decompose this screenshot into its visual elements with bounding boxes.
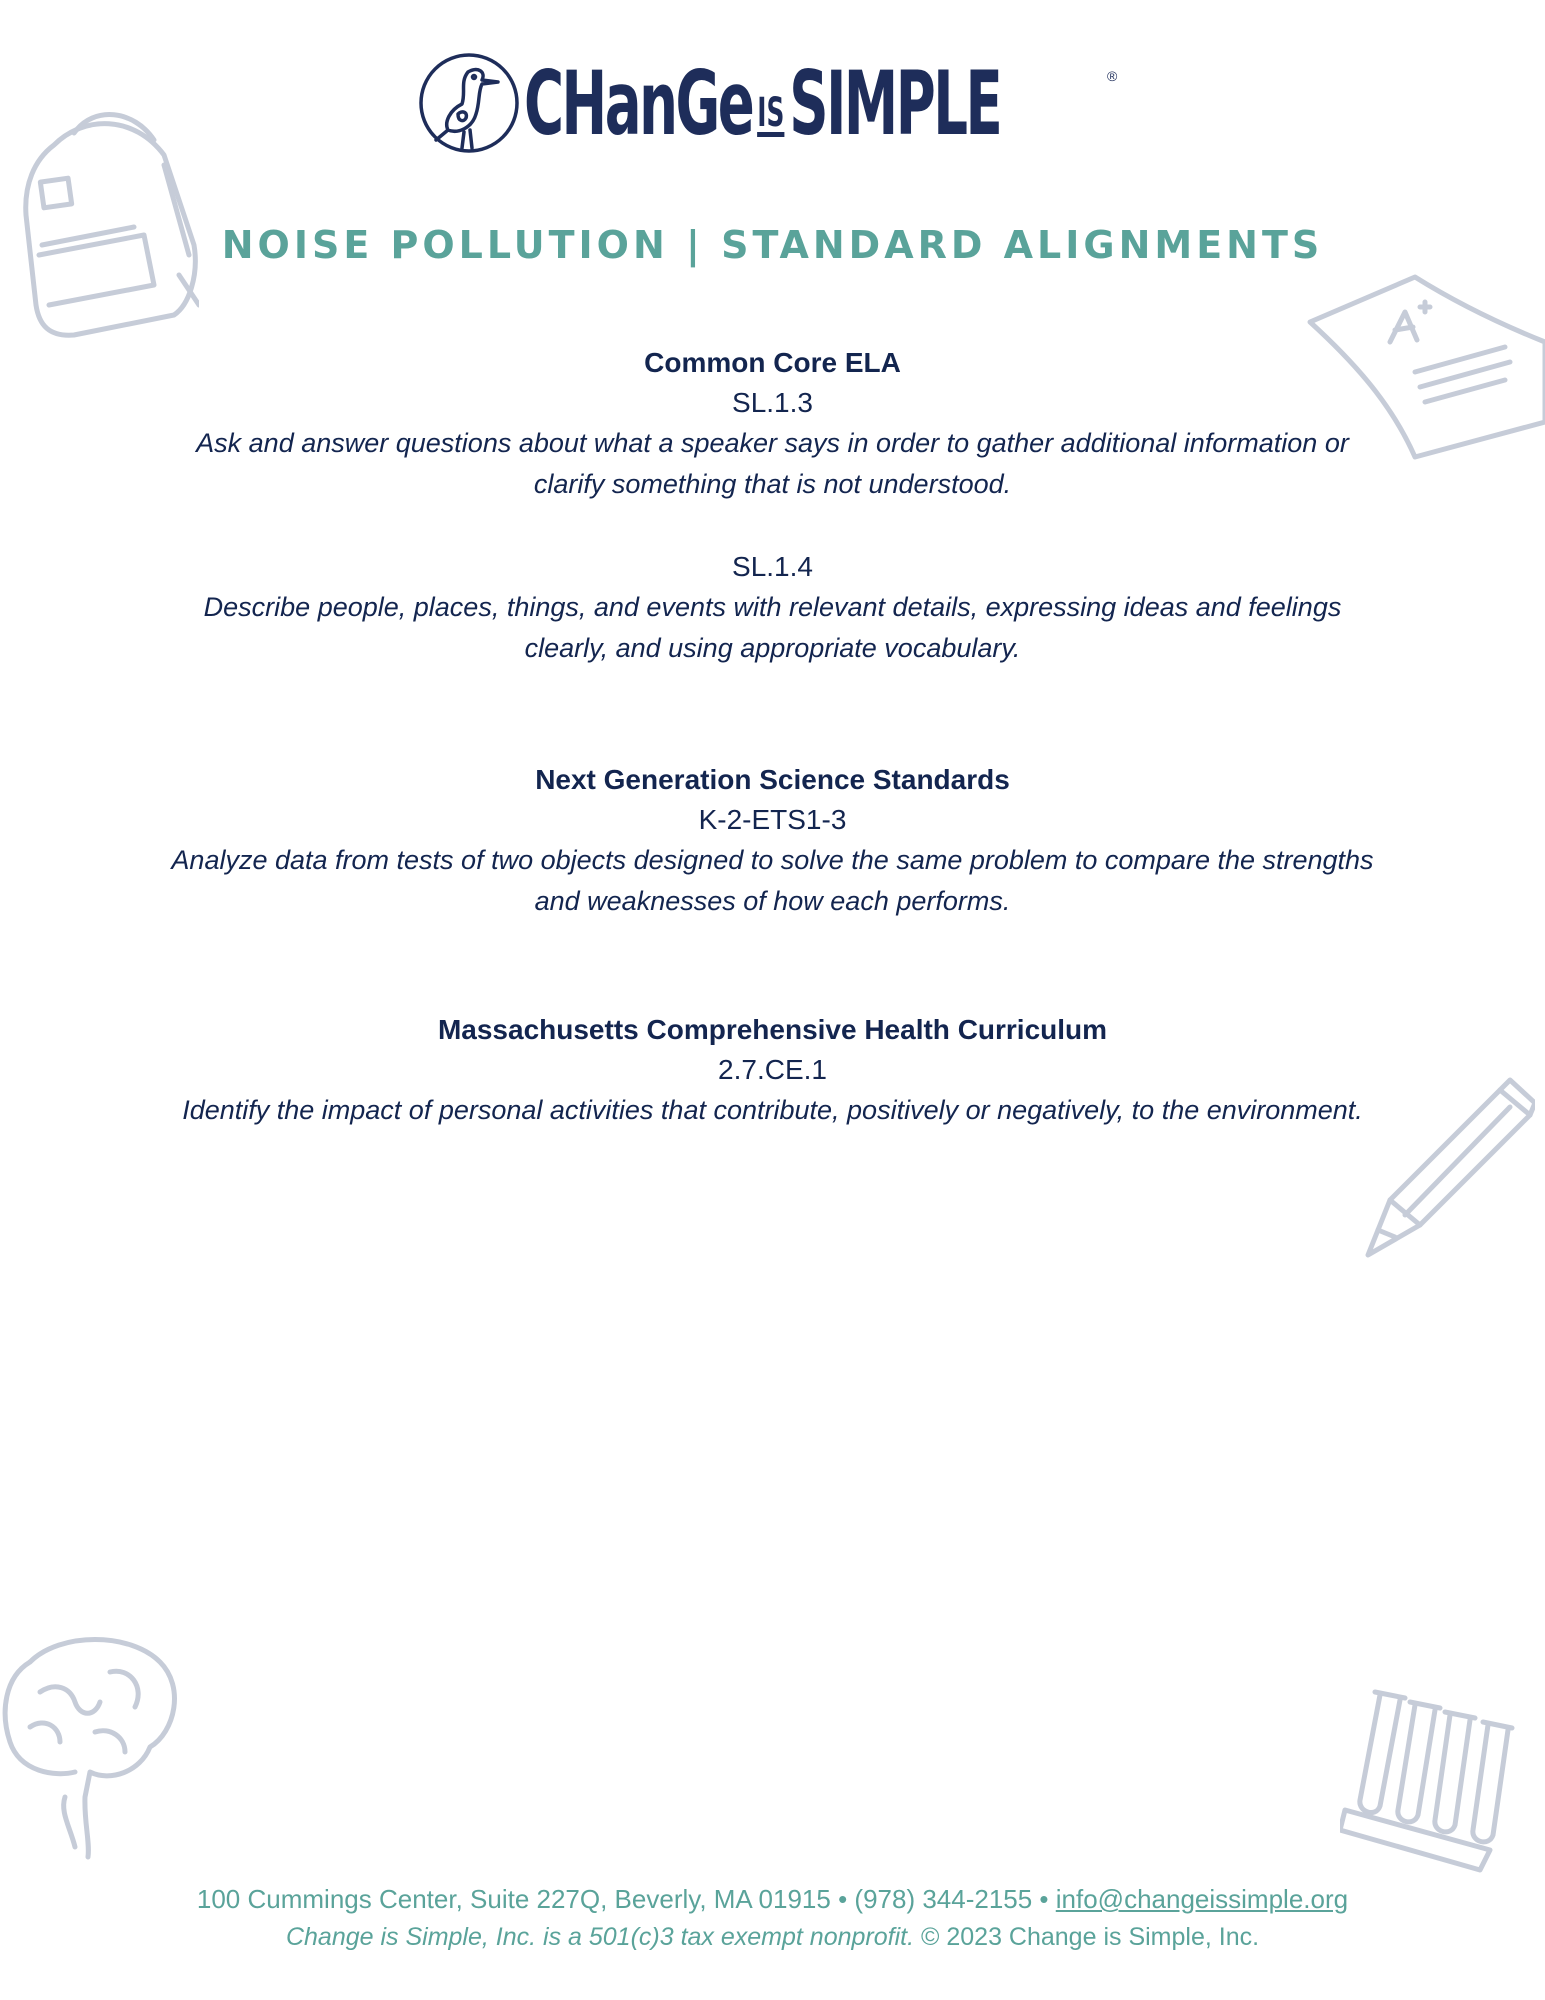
section-mass-health bbox=[160, 1010, 1385, 1131]
standard-description: Ask and answer questions about what a speaker says in order to gather additional information or clarify something that is not understood. bbox=[196, 428, 1349, 499]
brain-icon bbox=[0, 1632, 180, 1862]
section-common-core bbox=[160, 343, 1385, 669]
test-tubes-icon bbox=[1340, 1680, 1530, 1875]
standard-description: Identify the impact of personal activities that contribute, positively or negatively, to the environment. bbox=[182, 1095, 1363, 1125]
standard-code: 2.7.CE.1 bbox=[718, 1054, 827, 1085]
footer-email-link[interactable]: info@changeissimple.org bbox=[1055, 1884, 1349, 1914]
logo bbox=[418, 50, 1138, 160]
section-ngss bbox=[160, 760, 1385, 922]
standard-description: Describe people, places, things, and events with relevant details, expressing ideas and feelings clearly, and using appropriate vocabulary. bbox=[203, 592, 1342, 663]
registered-mark: ® bbox=[1107, 68, 1118, 84]
standard-code: SL.1.4 bbox=[732, 551, 813, 582]
bird-logo-icon bbox=[418, 52, 520, 154]
standard-code: K-2-ETS1-3 bbox=[698, 804, 847, 835]
footer-copyright: © 2023 Change is Simple, Inc. bbox=[914, 1923, 1260, 1951]
footer-contact bbox=[0, 1880, 1545, 1918]
section-heading: Common Core ELA bbox=[644, 347, 901, 378]
section-heading: Next Generation Science Standards bbox=[535, 764, 1010, 795]
logo-wordmark: CHanGe ISSIMPLE bbox=[524, 52, 1001, 155]
pencil-icon bbox=[1360, 1075, 1535, 1260]
footer-address: 100 Cummings Center, Suite 227Q, Beverly, MA 01915 • (978) 344-2155 • bbox=[196, 1884, 1056, 1914]
footer-legal bbox=[0, 1918, 1545, 1956]
section-heading: Massachusetts Comprehensive Health Curriculum bbox=[437, 1014, 1108, 1045]
standard-code: SL.1.3 bbox=[732, 387, 813, 418]
standard-description: Analyze data from tests of two objects designed to solve the same problem to compare the strengths and weaknesses of how each performs. bbox=[171, 845, 1374, 916]
footer-nonprofit: Change is Simple, Inc. is a 501(c)3 tax exempt nonprofit. bbox=[285, 1923, 915, 1951]
footer bbox=[0, 1880, 1545, 1956]
page-title: NOISE POLLUTION | STANDARD ALIGNMENTS bbox=[221, 223, 1324, 267]
